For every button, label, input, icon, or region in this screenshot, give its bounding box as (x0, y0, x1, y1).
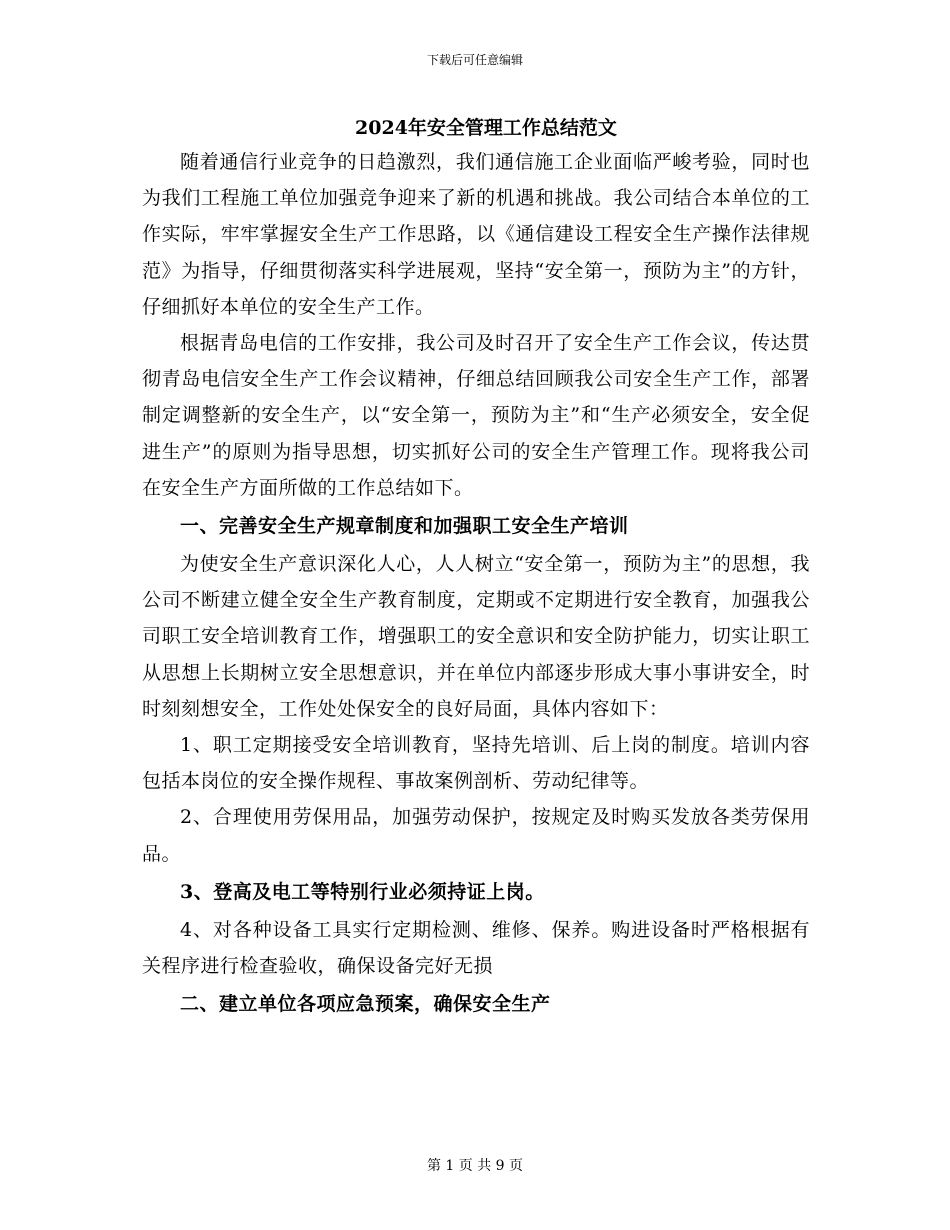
list-item-2: 2、合理使用劳保用品，加强劳动保护，按规定及时购买发放各类劳保用品。 (142, 806, 810, 865)
document-body (142, 112, 810, 1024)
list-item-3: 3、登高及电工等特别行业必须持证上岗。 (180, 880, 545, 903)
list-item-4: 4、对各种设备工具实行定期检测、维修、保养。购进设备时严格根据有关程序进行检查验收，确保设备完好无损 (142, 918, 810, 978)
paragraph-overview: 根据青岛电信的工作安排，我公司及时召开了安全生产工作会议，传达贯彻青岛电信安全生产工作会议精神，仔细总结回顾我公司安全生产工作，部署制定调整新的安全生产，以“安全第一，预防为主”和“生产必须安全，安全促进生产”的原则为指导思想，切实抓好公司的安全生产管理工作。现将我公司在安全生产方面所做的工作总结如下。 (142, 332, 810, 499)
page-footer: 第 1 页 共 9 页 (426, 1158, 524, 1174)
page-header-note: 下载后可任意编辑 (426, 53, 523, 67)
section-heading-1: 一、完善安全生产规章制度和加强职工安全生产培训 (180, 515, 629, 538)
document-title: 2024年安全管理工作总结范文 (355, 117, 617, 139)
paragraph-intro: 随着通信行业竞争的日趋激烈，我们通信施工企业面临严峻考验，同时也为我们工程施工单位加强竞争迎来了新的机遇和挑战。我公司结合本单位的工作实际，牢牢掌握安全生产工作思路，以《通信建设工程安全生产操作法律规范》为指导，仔细贯彻落实科学进展观，坚持“安全第一，预防为主”的方针，仔细抓好本单位的安全生产工作。 (142, 151, 810, 318)
list-item-1: 1、职工定期接受安全培训教育，坚持先培训、后上岗的制度。培训内容包括本岗位的安全操作规程、事故案例剖析、劳动纪律等。 (142, 734, 810, 793)
paragraph-training: 为使安全生产意识深化人心，人人树立“安全第一，预防为主”的思想，我公司不断建立健全安全生产教育制度，定期或不定期进行安全教育，加强我公司职工安全培训教育工作，增强职工的安全意识和安全防护能力，切实让职工从思想上长期树立安全思想意识，并在单位内部逐步形成大事小事讲安全，时时刻刻想安全，工作处处保安全的良好局面，具体内容如下： (142, 553, 810, 720)
section-heading-2: 二、建立单位各项应急预案，确保安全生产 (180, 993, 551, 1016)
